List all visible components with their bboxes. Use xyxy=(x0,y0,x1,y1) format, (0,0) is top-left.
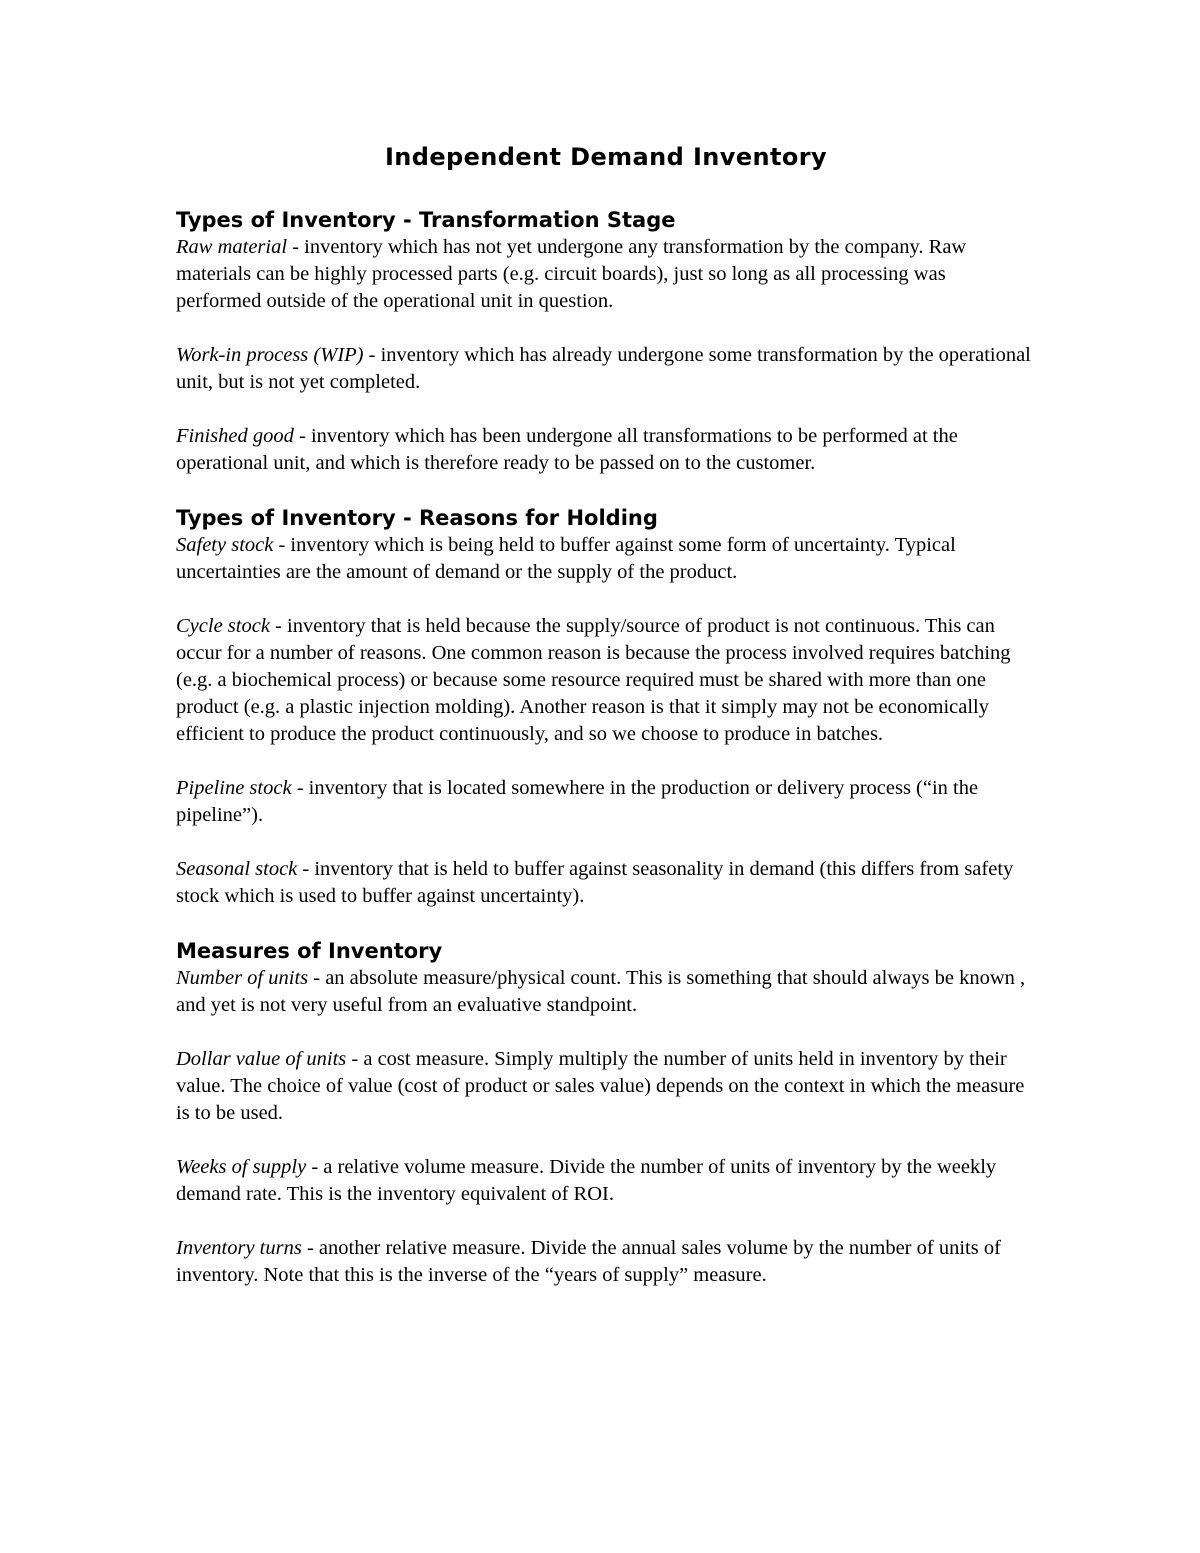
entry-raw-material xyxy=(176,234,1036,315)
entry-text: - inventory which has already undergone some transformation by the operational unit, but is not yet completed. xyxy=(176,344,1031,393)
entry-number-of-units xyxy=(176,965,1036,1019)
section-reasons-for-holding xyxy=(176,504,1036,910)
entry-text: - an absolute measure/physical count. This is something that should always be known , and yet is not very useful from an evaluative standpoint. xyxy=(176,967,1026,1016)
entry-text: - inventory that is held because the supply/source of product is not continuous. This can occur for a number of reasons. One common reason is because the process involved requires batching (e.g. a biochemical process) or because some resource required must be shared with more than one product (e.g. a plastic injection molding). Another reason is that it simply may not be economically efficient to produce the product continuously, and so we choose to produce in batches. xyxy=(176,615,1011,745)
document-title: Independent Demand Inventory xyxy=(384,143,828,171)
section-heading: Types of Inventory - Transformation Stage xyxy=(176,208,676,232)
entry-term: Pipeline stock xyxy=(176,777,292,799)
section-heading: Types of Inventory - Reasons for Holding xyxy=(176,506,658,530)
section-transformation-stage xyxy=(176,206,1036,477)
section-heading: Measures of Inventory xyxy=(176,939,443,963)
document-page xyxy=(176,140,1036,1316)
entry-pipeline-stock xyxy=(176,775,1036,829)
entry-term: Finished good xyxy=(176,425,294,447)
entry-term: Seasonal stock xyxy=(176,858,298,880)
entry-text: - another relative measure. Divide the annual sales volume by the number of units of inventory. Note that this is the inverse of the “years of supply” measure. xyxy=(176,1237,1001,1286)
entry-text: - inventory which has been undergone all transformations to be performed at the operational unit, and which is therefore ready to be passed on to the customer. xyxy=(176,425,958,474)
entry-text: - a cost measure. Simply multiply the number of units held in inventory by their value. The choice of value (cost of product or sales value) depends on the context in which the measure is to be used. xyxy=(176,1048,1025,1124)
entry-term: Number of units xyxy=(176,967,309,989)
entry-text: - inventory which is being held to buffer against some form of uncertainty. Typical uncertainties are the amount of demand or the supply of the product. xyxy=(176,534,956,583)
entry-inventory-turns xyxy=(176,1235,1036,1289)
entry-term: Safety stock xyxy=(176,534,274,556)
entry-safety-stock xyxy=(176,532,1036,586)
entry-work-in-process xyxy=(176,342,1036,396)
entry-seasonal-stock xyxy=(176,856,1036,910)
entry-cycle-stock xyxy=(176,613,1036,748)
entry-finished-good xyxy=(176,423,1036,477)
entry-term: Inventory turns xyxy=(176,1237,302,1259)
entry-text: - a relative volume measure. Divide the number of units of inventory by the weekly demand rate. This is the inventory equivalent of ROI. xyxy=(176,1156,997,1205)
entry-term: Raw material xyxy=(176,236,288,258)
entry-weeks-of-supply xyxy=(176,1154,1036,1208)
entry-text: - inventory that is located somewhere in the production or delivery process (“in the pipeline”). xyxy=(176,777,979,826)
entry-dollar-value-of-units xyxy=(176,1046,1036,1127)
entry-text: - inventory which has not yet undergone any transformation by the company. Raw materials can be highly processed parts (e.g. circuit boards), just so long as all processing was performed outside of the operational unit in question. xyxy=(176,236,967,312)
entry-term: Weeks of supply xyxy=(176,1156,307,1178)
entry-term: Work-in process (WIP) xyxy=(176,344,364,366)
entry-term: Dollar value of units xyxy=(176,1048,347,1070)
entry-text: - inventory that is held to buffer against seasonality in demand (this differs from safety stock which is used to buffer against uncertainty). xyxy=(176,858,1014,907)
section-measures-of-inventory xyxy=(176,937,1036,1289)
entry-term: Cycle stock xyxy=(176,615,270,637)
